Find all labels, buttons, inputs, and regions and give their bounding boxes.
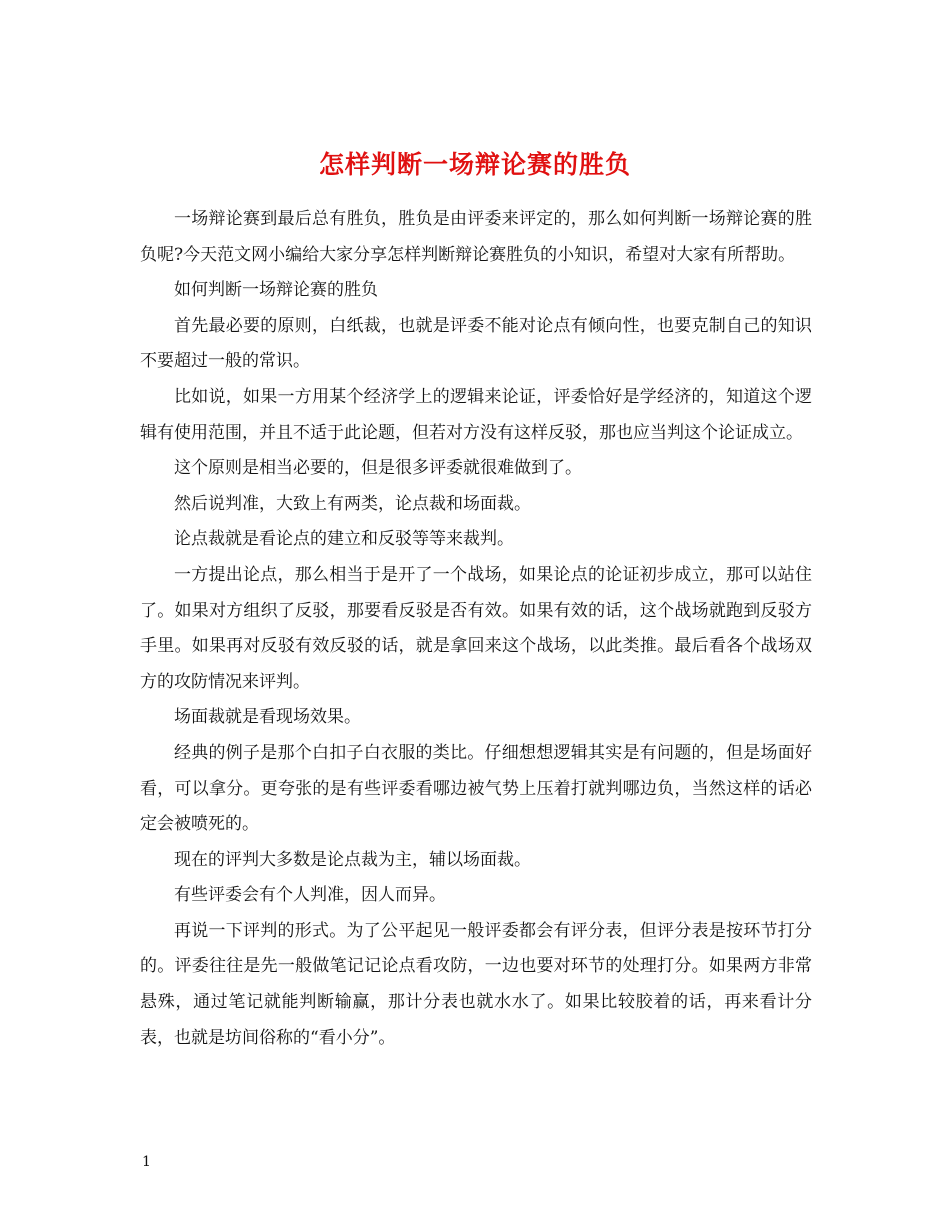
paragraph: 场面裁就是看现场效果。 — [174, 707, 361, 728]
page-number: 1 — [142, 1154, 151, 1170]
paragraph: 现在的评判大多数是论点裁为主，辅以场面裁。 — [174, 849, 531, 870]
paragraph: 论点裁就是看论点的建立和反驳等等来裁判。 — [174, 529, 514, 550]
paragraph: 比如说，如果一方用某个经济学上的逻辑来论证，评委恰好是学经济的，知道这个逻辑有使用范围，并且不适于此论题，但若对方没有这样反驳，那也应当判这个论证成立。 — [140, 386, 812, 443]
paragraph: 这个原则是相当必要的，但是很多评委就很难做到了。 — [174, 458, 582, 479]
document-title: 怎样判断一场辩论赛的胜负 — [318, 149, 631, 179]
paragraph: 经典的例子是那个白扣子白衣服的类比。仔细想想逻辑其实是有问题的，但是场面好看，可以拿分。更夸张的是有些评委看哪边被气势上压着打就判哪边负，当然这样的话必定会被喷死的。 — [140, 742, 812, 835]
paragraph: 一方提出论点，那么相当于是开了一个战场，如果论点的论证初步成立，那可以站住了。如果对方组织了反驳，那要看反驳是否有效。如果有效的话，这个战场就跑到反驳方手里。如果再对反驳有效反驳的话，就是拿回来这个战场，以此类推。最后看各个战场双方的攻防情况来评判。 — [140, 564, 812, 692]
paragraph: 再说一下评判的形式。为了公平起见一般评委都会有评分表，但评分表是按环节打分的。评委往往是先一般做笔记记论点看攻防，一边也要对环节的处理打分。如果两方非常悬殊，通过笔记就能判断输赢，那计分表也就水水了。如果比较胶着的话，再来看计分表，也就是坊间俗称的“看小分”。 — [140, 920, 812, 1048]
paragraph: 如何判断一场辩论赛的胜负 — [174, 280, 378, 301]
document-body — [140, 202, 812, 1056]
paragraph: 然后说判准，大致上有两类，论点裁和场面裁。 — [174, 493, 531, 514]
paragraph: 首先最必要的原则，白纸裁，也就是评委不能对论点有倾向性，也要克制自己的知识不要超过一般的常识。 — [140, 315, 812, 372]
paragraph: 一场辩论赛到最后总有胜负，胜负是由评委来评定的，那么如何判断一场辩论赛的胜负呢?今天范文网小编给大家分享怎样判断辩论赛胜负的小知识，希望对大家有所帮助。 — [140, 209, 812, 265]
paragraph: 有些评委会有个人判准，因人而异。 — [174, 885, 446, 906]
